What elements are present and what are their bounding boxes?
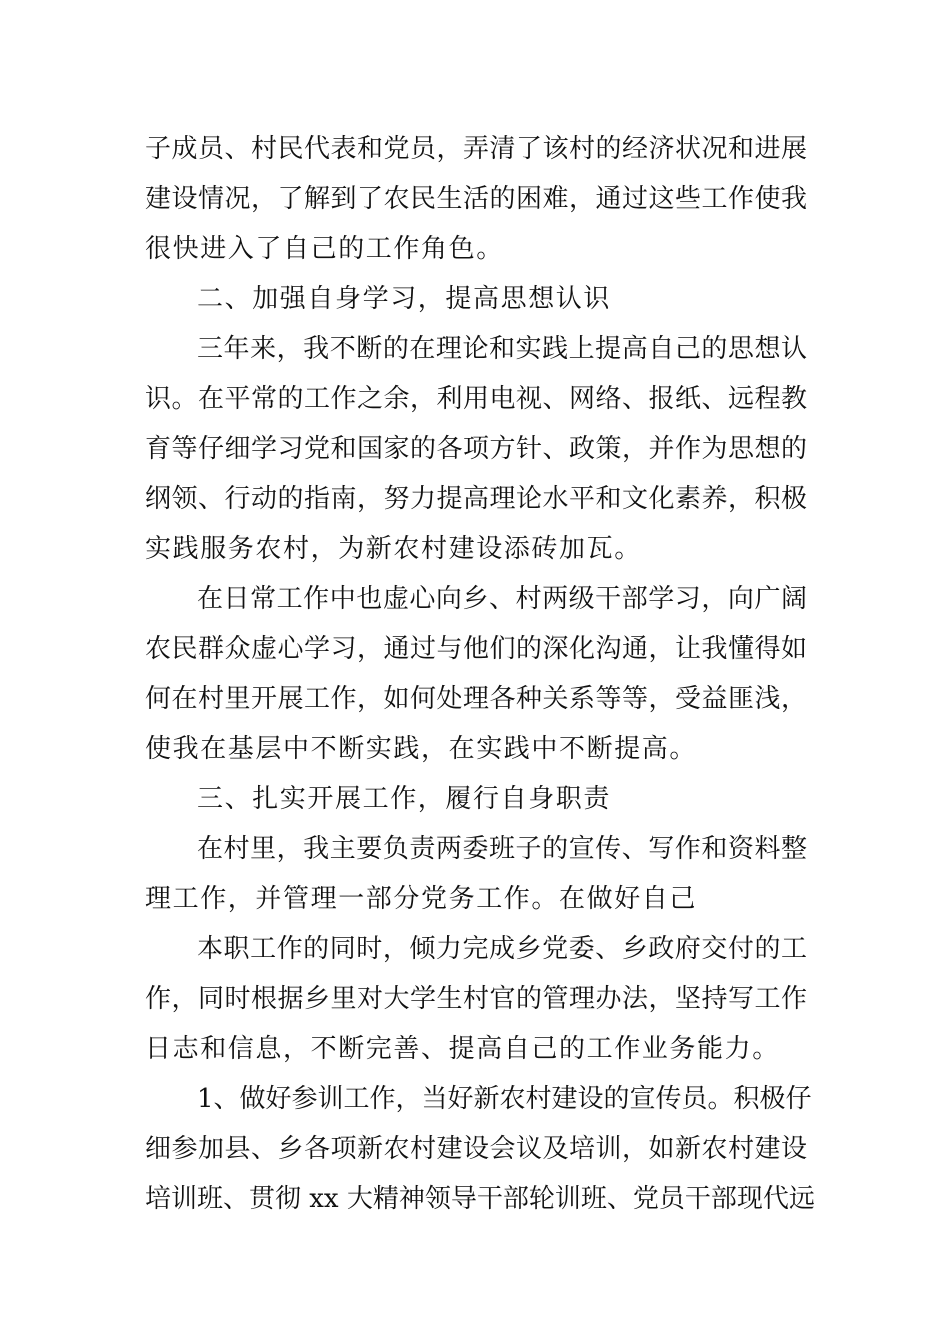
text-line: 育等仔细学习党和国家的各项方针、政策，并作为思想的 [145, 434, 807, 464]
text-line: 细参加县、乡各项新农村建设会议及培训，如新农村建设 [145, 1134, 807, 1164]
text-line: 何在村里开展工作，如何处理各种关系等等，受益匪浅， [145, 684, 807, 714]
text-line: 识。在平常的工作之余，利用电视、网络、报纸、远程教 [145, 384, 807, 414]
section-heading: 二、加强自身学习，提高思想认识 [197, 284, 612, 314]
text-line: 子成员、村民代表和党员，弄清了该村的经济状况和进展 [145, 134, 807, 164]
text-line: 很快进入了自己的工作角色。 [145, 234, 504, 264]
text-line: 纲领、行动的指南，努力提高理论水平和文化素养，积极 [145, 484, 807, 514]
text-line: 实践服务农村，为新农村建设添砖加瓦。 [145, 534, 642, 564]
text-line: 培训班、贯彻 xx 大精神领导干部轮训班、党员干部现代远 [145, 1184, 815, 1214]
text-line: 日志和信息，不断完善、提高自己的工作业务能力。 [145, 1034, 780, 1064]
text-line: 理工作，并管理一部分党务工作。在做好自己 [145, 884, 698, 914]
text-line: 1、做好参训工作，当好新农村建设的宣传员。积极仔 [197, 1084, 812, 1114]
text-line: 本职工作的同时，倾力完成乡党委、乡政府交付的工 [197, 934, 807, 964]
text-line: 三年来，我不断的在理论和实践上提高自己的思想认 [197, 334, 807, 364]
text-line: 作，同时根据乡里对大学生村官的管理办法，坚持写工作 [145, 984, 807, 1014]
section-heading: 三、扎实开展工作，履行自身职责 [197, 784, 612, 814]
text-line: 建设情况，了解到了农民生活的困难，通过这些工作使我 [145, 184, 807, 214]
text-line: 在日常工作中也虚心向乡、村两级干部学习，向广阔 [197, 584, 807, 614]
text-line: 农民群众虚心学习，通过与他们的深化沟通，让我懂得如 [145, 634, 807, 664]
text-line: 在村里，我主要负责两委班子的宣传、写作和资料整 [197, 834, 807, 864]
text-line: 使我在基层中不断实践，在实践中不断提高。 [145, 734, 698, 764]
